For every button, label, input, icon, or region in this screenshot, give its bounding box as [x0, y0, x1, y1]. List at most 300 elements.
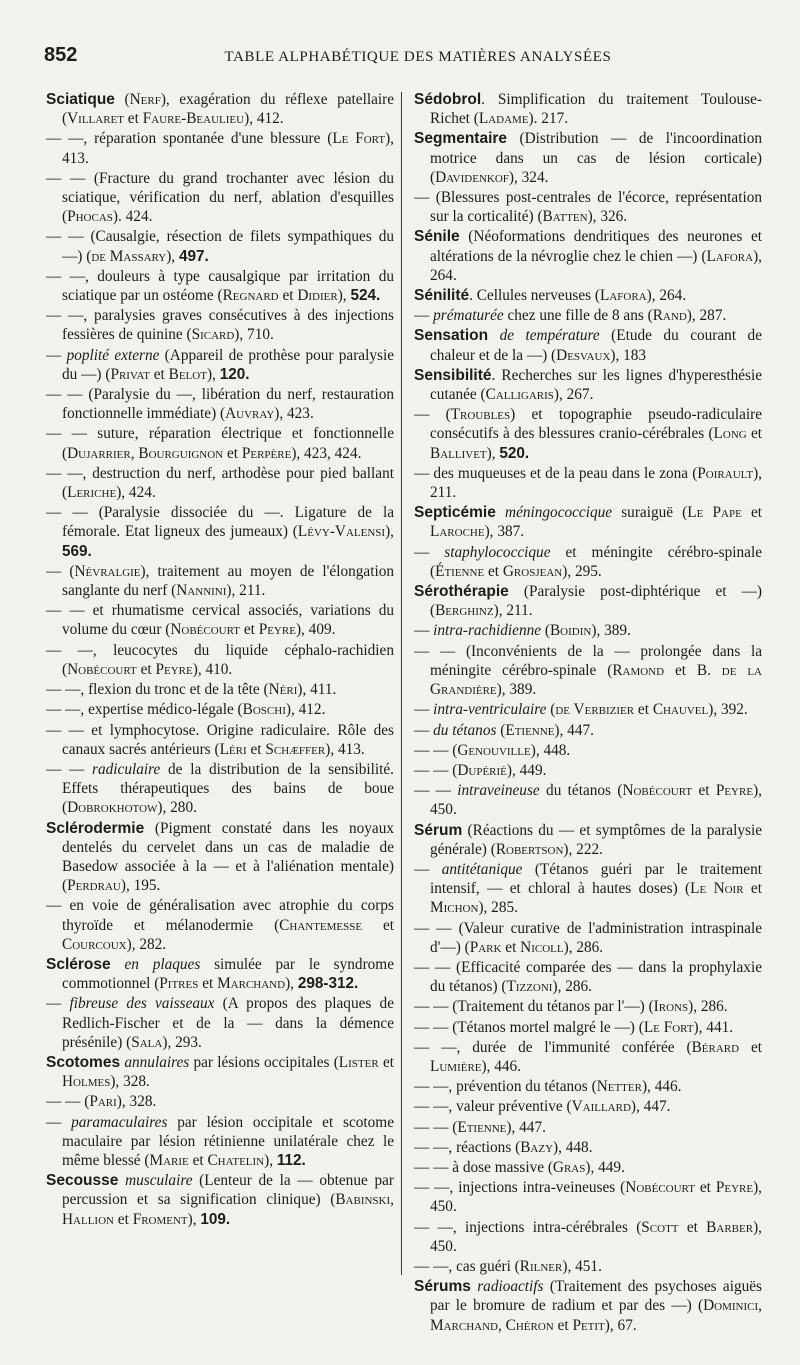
- entry-text: et: [240, 621, 259, 639]
- author-name: Vaillard: [571, 1098, 631, 1116]
- entry-text: et: [634, 701, 653, 719]
- index-entry: [46, 169, 394, 227]
- entry-text: ),: [285, 975, 298, 993]
- index-entry: [414, 1038, 762, 1076]
- entry-text: ),: [337, 287, 351, 305]
- entry-text: et: [743, 880, 762, 898]
- author-name: Chauvel: [652, 701, 709, 719]
- entry-text: — — (Causalgie, résection de filets sympathiques du —) (: [46, 228, 394, 265]
- author-name: Davidenkof: [435, 168, 509, 186]
- entry-text: ), 211.: [493, 602, 533, 620]
- author-name: Tizzoni: [506, 978, 553, 996]
- entry-text: (: [496, 721, 506, 739]
- entry-text: — —: [414, 782, 458, 800]
- entry-text: ), 389.: [496, 681, 537, 699]
- entry-headword: Sciatique: [46, 91, 115, 108]
- entry-text: — — (Valeur curative de l'administration intraspinale d'—) (: [414, 919, 762, 956]
- entry-text: ), 410.: [192, 660, 233, 678]
- index-entry: [414, 90, 762, 128]
- entry-qualifier: du tétanos: [433, 721, 497, 739]
- entry-text: ), 211.: [430, 464, 762, 502]
- author-name: de Massary: [91, 247, 167, 265]
- index-entry: [46, 424, 394, 462]
- entry-headword: Sénilité: [414, 287, 470, 305]
- author-name: Robertson: [495, 840, 564, 858]
- entry-text: et: [553, 1316, 573, 1334]
- index-entry: [414, 188, 762, 226]
- entry-text: (Lenteur de la — obtenue par percussion et sa signification clinique) (: [62, 1172, 394, 1209]
- author-name: Ballivet: [430, 444, 487, 462]
- index-entry: [414, 326, 762, 364]
- author-name: Genouville: [457, 741, 531, 759]
- entry-text: ), 267.: [553, 386, 594, 404]
- author-name: Belot: [168, 365, 207, 383]
- author-name: Froment: [132, 1210, 188, 1228]
- entry-text: ), 222.: [563, 840, 603, 858]
- entry-text: ), 280.: [157, 799, 197, 817]
- author-name: Troubles: [450, 406, 511, 424]
- index-entry: [414, 700, 762, 719]
- index-entry: [414, 286, 762, 305]
- entry-text: chez une fille de 8 ans (: [503, 307, 653, 325]
- author-name: Desvaux: [556, 346, 611, 364]
- entry-text: (Appareil de prothèse pour paralysie du —) (: [62, 346, 394, 383]
- entry-text: et: [188, 1151, 208, 1169]
- index-entry: [46, 994, 394, 1052]
- entry-text: et: [501, 938, 521, 956]
- entry-text: ), 423.: [274, 405, 314, 423]
- author-name: Michon: [430, 899, 479, 917]
- page-reference: 120.: [219, 365, 250, 383]
- entry-text: ,: [758, 1297, 762, 1315]
- index-entry: [46, 1171, 394, 1229]
- entry-text: — —, injections intra-cérébrales (: [414, 1218, 642, 1236]
- index-entry: [46, 464, 394, 502]
- entry-text: et: [678, 1218, 707, 1236]
- author-name: Irons: [653, 998, 689, 1016]
- index-entry: [46, 129, 394, 167]
- entry-text: — — (: [414, 761, 458, 779]
- entry-text: et: [692, 782, 716, 800]
- left-column: [46, 90, 394, 1230]
- index-entry: [414, 1018, 762, 1037]
- author-name: Regnard: [222, 287, 279, 305]
- page-reference: 569.: [62, 542, 92, 560]
- entry-text: ), 324.: [508, 168, 549, 186]
- author-name: Etienne: [457, 1118, 507, 1136]
- entry-text: (Distribution — de l'incoordination motrice dans un cas de lésion corticale) (: [430, 130, 762, 186]
- author-name: Lister: [338, 1053, 379, 1071]
- author-name: Marchand: [217, 975, 286, 993]
- entry-text: simulée par le syndrome commotionnel (: [62, 955, 394, 993]
- entry-text: et: [484, 562, 503, 580]
- author-name: Petit: [572, 1316, 605, 1334]
- entry-text: —: [414, 543, 445, 561]
- index-entry: [46, 700, 394, 719]
- author-name: Gras: [552, 1158, 586, 1176]
- author-name: Phocas: [67, 208, 113, 226]
- entry-text: — —, durée de l'immunité conférée (: [414, 1038, 692, 1056]
- author-name: de la Grandière: [430, 661, 763, 699]
- entry-text: — (: [414, 406, 451, 424]
- entry-text: — —, cas guéri (: [414, 1257, 520, 1275]
- entry-text: —: [414, 701, 434, 719]
- author-name: Villaret: [67, 110, 124, 128]
- entry-text: — —, douleurs à type causalgique par irritation du sciatique par un ostéome (: [46, 267, 394, 305]
- index-entry: [414, 503, 762, 541]
- entry-text: . Recherches sur les lignes d'hyperesthésie cutanée (: [430, 366, 762, 404]
- index-entry: [414, 543, 762, 581]
- entry-headword: Sédobrol: [414, 91, 482, 108]
- page-reference: 112.: [276, 1151, 306, 1169]
- entry-text: ), 424.: [116, 484, 156, 502]
- index-entry: [414, 306, 762, 325]
- entry-text: ), 449.: [585, 1158, 625, 1176]
- index-entry: [46, 819, 394, 896]
- index-entry: [414, 582, 762, 620]
- author-name: Lafora: [706, 247, 754, 265]
- entry-text: — —, expertise médico-légale (: [46, 701, 243, 719]
- author-name: Peyre: [258, 621, 296, 639]
- author-name: Lafora: [599, 287, 647, 305]
- entry-text: ), 450.: [430, 782, 762, 819]
- entry-text: —: [414, 721, 434, 739]
- entry-text: [488, 327, 499, 344]
- author-name: Privat: [110, 365, 150, 383]
- entry-text: ), 264.: [430, 247, 762, 284]
- index-entry: [414, 1178, 762, 1216]
- entry-text: et méningite cérébro-spinale (: [430, 543, 762, 580]
- entry-text: ), 412.: [244, 110, 284, 128]
- entry-text: et: [746, 425, 762, 443]
- entry-text: — — (Paralysie dissociée du —. Ligature de la fémorale. Etat ligneux des jumeaux) (: [46, 504, 394, 541]
- entry-text: ), 441.: [693, 1018, 734, 1036]
- entry-text: ), 446.: [641, 1078, 682, 1096]
- entry-qualifier: poplité externe: [66, 346, 160, 364]
- entry-text: et: [198, 975, 218, 993]
- author-name: Long: [713, 425, 747, 443]
- index-entry: [414, 761, 762, 780]
- author-name: Dupérié: [457, 761, 507, 779]
- author-name: Marie: [149, 1151, 189, 1169]
- entry-text: — — (Paralysie du —, libération du nerf, restauration fonctionnelle immédiate) (: [46, 386, 394, 423]
- entry-headword: Sérothérapie: [414, 583, 509, 601]
- index-entry: [414, 821, 762, 859]
- author-name: Nicoll: [520, 938, 564, 956]
- entry-text: ), 451.: [562, 1257, 602, 1275]
- entry-text: et: [741, 504, 762, 522]
- entry-text: — — à dose massive (: [414, 1158, 553, 1176]
- entry-text: ), 328.: [116, 1093, 157, 1111]
- entry-text: (Etude du courant de chaleur et de la —) (: [430, 327, 762, 364]
- entry-text: ), 447.: [554, 721, 594, 739]
- entry-qualifier: radioactifs: [477, 1278, 544, 1296]
- page-reference: 298-312.: [297, 975, 359, 993]
- entry-text: — —, valeur préventive (: [414, 1098, 572, 1116]
- entry-text: ), 409.: [295, 621, 336, 639]
- author-name: Grosjean: [502, 562, 563, 580]
- entry-text: — — (Fracture du grand trochanter avec lésion du sciatique, vérification du nerf, ablation d'esquilles (: [46, 169, 394, 226]
- author-name: Dobrokhotow: [67, 799, 158, 817]
- author-name: Poirault: [697, 464, 754, 482]
- index-entry: [46, 760, 394, 818]
- entry-text: ,: [390, 1191, 394, 1209]
- author-name: Pitres: [159, 975, 199, 993]
- index-entry: [46, 267, 394, 305]
- entry-headword: Scotomes: [46, 1053, 121, 1071]
- author-name: Etienne: [505, 721, 555, 739]
- index-entry: [414, 1077, 762, 1096]
- entry-text: ),: [206, 365, 220, 383]
- entry-text: ,: [498, 1316, 506, 1334]
- author-name: Auvray: [225, 405, 275, 423]
- entry-text: —: [414, 860, 442, 878]
- author-name: Park: [469, 938, 502, 956]
- index-entry: [414, 1158, 762, 1177]
- entry-text: —: [414, 307, 434, 325]
- entry-text: — — et rhumatisme cervical associés, variations du volume du cœur (: [46, 602, 394, 639]
- author-name: Boschi: [242, 701, 286, 719]
- entry-text: ,: [130, 444, 139, 462]
- entry-text: ), 286.: [563, 938, 604, 956]
- index-entry: [414, 366, 762, 404]
- page-reference: 497.: [178, 247, 209, 265]
- entry-text: (: [546, 701, 556, 719]
- entry-qualifier: musculaire: [125, 1172, 193, 1190]
- author-name: Babinski: [335, 1191, 391, 1209]
- entry-qualifier: antitétanique: [441, 860, 523, 878]
- index-entry: [414, 405, 762, 463]
- author-name: Ladame: [478, 110, 529, 128]
- author-name: Perpère: [241, 444, 292, 462]
- page-number: 852: [44, 44, 78, 66]
- entry-text: ), 328.: [110, 1073, 150, 1091]
- index-entry: [46, 346, 394, 384]
- entry-text: ), 286.: [552, 978, 592, 996]
- author-name: Netter: [596, 1078, 642, 1096]
- page-header: [44, 44, 752, 74]
- index-entry: [414, 741, 762, 760]
- entry-text: ), 450.: [430, 1218, 762, 1255]
- entry-text: — — (Tétanos mortel malgré le —) (: [414, 1018, 644, 1036]
- entry-text: — — (Efficacité comparée des — dans la prophylaxie du tétanos) (: [414, 958, 762, 996]
- entry-text: et: [123, 110, 143, 128]
- author-name: Chéron: [505, 1316, 554, 1334]
- entry-text: — (: [46, 562, 75, 580]
- entry-text: ), 413.: [325, 740, 365, 758]
- entry-text: de la distribution de la sensibilité. Effets thérapeutiques des bains de boue (: [62, 760, 394, 817]
- entry-headword: Sérum: [414, 821, 463, 839]
- entry-qualifier: paramaculaires: [71, 1113, 168, 1131]
- index-entry: [414, 919, 762, 957]
- entry-text: —: [414, 622, 434, 640]
- index-entry: [46, 896, 394, 954]
- index-entry: [414, 721, 762, 740]
- entry-text: — —, injections intra-veineuses (: [414, 1179, 626, 1197]
- entry-text: — —, destruction du nerf, arthodèse pour pied ballant (: [46, 464, 394, 502]
- author-name: Calligaris: [485, 386, 554, 404]
- entry-text: — (Blessures post-centrales de l'écorce, représentation sur la corticalité) (: [414, 189, 762, 226]
- entry-text: et: [149, 365, 169, 383]
- index-entry: [414, 860, 762, 918]
- index-entry: [46, 1113, 394, 1171]
- author-name: Courcoux: [62, 935, 127, 953]
- column-divider: [401, 92, 402, 1275]
- entry-text: ),: [264, 1151, 277, 1169]
- entry-text: ), 710.: [234, 326, 274, 344]
- entry-text: ), 293.: [162, 1033, 202, 1051]
- entry-text: ), 449.: [506, 761, 547, 779]
- entry-text: ), traitement au moyen de l'élongation sanglante du nerf (: [62, 562, 394, 600]
- index-entry: [414, 621, 762, 640]
- entry-text: ), 446.: [481, 1057, 522, 1075]
- entry-text: ), 448.: [530, 741, 571, 759]
- index-entry: [46, 227, 394, 265]
- entry-text: — —, flexion du tronc et de la tête (: [46, 681, 269, 699]
- author-name: Le Noir: [690, 880, 744, 898]
- author-name: Dominici: [703, 1297, 759, 1315]
- entry-text: ). 217.: [528, 110, 569, 128]
- entry-text: ), 447.: [506, 1118, 546, 1136]
- entry-headword: Sensibilité: [414, 366, 492, 384]
- author-name: Léri: [219, 740, 247, 758]
- entry-text: — — (: [46, 1093, 90, 1111]
- index-entry: [46, 1053, 394, 1091]
- index-entry: [46, 306, 394, 344]
- entry-text: — —, prévention du tétanos (: [414, 1078, 597, 1096]
- entry-text: et: [362, 916, 395, 934]
- index-entry: [414, 958, 762, 996]
- author-name: Le Fort: [643, 1018, 694, 1036]
- index-entry: [414, 642, 762, 700]
- index-entry: [414, 1118, 762, 1137]
- entry-text: suraiguë (: [612, 504, 688, 522]
- entry-text: — — suture, réparation électrique et fonctionnelle (: [46, 425, 394, 462]
- entry-text: ), 413.: [62, 130, 394, 167]
- entry-text: ), 285.: [478, 899, 518, 917]
- author-name: Pari: [89, 1093, 117, 1111]
- entry-text: et: [739, 1038, 762, 1056]
- author-name: Nannini: [176, 582, 227, 600]
- entry-qualifier: en plaques: [124, 955, 201, 973]
- index-entry: [46, 503, 394, 561]
- index-entry: [414, 1097, 762, 1116]
- entry-text: ), 195.: [120, 877, 161, 895]
- page-reference: 520.: [499, 444, 530, 462]
- entry-qualifier: staphylococcique: [444, 543, 551, 561]
- author-name: Leriche: [67, 484, 117, 502]
- entry-text: — en voie de généralisation avec atrophie du corps thyroïde et mélanodermie (: [46, 897, 394, 934]
- entry-text: — — (: [414, 1118, 458, 1136]
- entry-text: — — (: [414, 741, 458, 759]
- entry-text: — —, leucocytes du liquide céphalo-rachidien (: [46, 641, 394, 678]
- index-entry: [414, 1257, 762, 1276]
- entry-text: ), 412.: [285, 701, 326, 719]
- entry-text: ), 295.: [562, 562, 602, 580]
- author-name: Hallion: [62, 1210, 114, 1228]
- entry-text: ), 389.: [591, 622, 631, 640]
- entry-text: et: [378, 1053, 394, 1071]
- author-name: Nobécourt: [67, 660, 137, 678]
- author-name: Batten: [542, 208, 588, 226]
- entry-text: [496, 504, 505, 521]
- entry-text: —: [46, 346, 67, 364]
- entry-text: ), 448.: [553, 1138, 593, 1156]
- index-entry: [414, 1277, 762, 1335]
- entry-qualifier: intra-ventriculaire: [433, 701, 547, 719]
- entry-text: ) et topographie pseudo-radiculaire consécutifs à des blessures cranio-cérébrales (: [430, 406, 762, 443]
- entry-text: ),: [187, 1210, 201, 1228]
- author-name: Lévy-Valensi: [297, 523, 386, 541]
- entry-text: ), 450.: [430, 1179, 762, 1216]
- entry-text: (Pigment constaté dans les noyaux dentelés du cervelet dans un cas de maladie de Basedow associée à la — et à l'aliénation mentale) (: [62, 819, 394, 895]
- author-name: Schæffer: [265, 740, 326, 758]
- entry-text: [111, 956, 125, 973]
- entry-text: ), 211.: [226, 582, 266, 600]
- entry-text: — —, paralysies graves consécutives à des injections fessières de quinine (: [46, 307, 394, 344]
- entry-text: ), 286.: [688, 998, 728, 1016]
- entry-text: ), 447.: [630, 1098, 671, 1116]
- entry-text: et: [113, 1210, 133, 1228]
- index-entry: [46, 562, 394, 600]
- entry-text: et B.: [664, 661, 722, 679]
- entry-text: et: [223, 444, 242, 462]
- index-entry: [414, 464, 762, 502]
- index-entry: [414, 997, 762, 1016]
- entry-text: ),: [166, 247, 179, 265]
- index-entry: [46, 1092, 394, 1111]
- index-entry: [46, 680, 394, 699]
- entry-headword: Sénile: [414, 228, 460, 246]
- author-name: Étienne: [435, 562, 485, 580]
- entry-text: ), 411.: [297, 681, 337, 699]
- entry-text: (Paralysie post-diphtérique et —) (: [430, 583, 762, 620]
- page-reference: 524.: [350, 287, 381, 305]
- entry-text: — —: [46, 760, 93, 778]
- index-entry: [46, 601, 394, 639]
- index-entry: [46, 721, 394, 759]
- entry-text: du tétanos (: [539, 782, 623, 800]
- entry-headword: Sclérose: [46, 955, 111, 973]
- entry-headword: Sclérodermie: [46, 819, 145, 837]
- index-entry: [414, 227, 762, 285]
- entry-text: ), 183: [610, 346, 647, 364]
- index-entry: [46, 641, 394, 679]
- running-title: TABLE ALPHABÉTIQUE DES MATIÈRES ANALYSÉES: [224, 49, 612, 65]
- entry-text: ), 287.: [686, 307, 727, 325]
- entry-qualifier: radiculaire: [92, 760, 161, 778]
- entry-text: (Tétanos guéri par le traitement intensif, — et chloral à hautes doses) (: [430, 860, 762, 898]
- entry-text: (: [114, 91, 130, 108]
- author-name: Laroche: [430, 523, 485, 541]
- author-name: Bazy: [520, 1138, 554, 1156]
- author-name: Rilner: [519, 1257, 563, 1275]
- entry-text: ), 326.: [587, 208, 628, 226]
- entry-qualifier: intra-rachidienne: [433, 622, 542, 640]
- author-name: Nerf: [129, 91, 161, 108]
- author-name: Néri: [268, 681, 298, 699]
- author-name: Nobécourt: [622, 782, 693, 800]
- author-name: Marchand: [430, 1316, 498, 1334]
- index-entry: [46, 90, 394, 128]
- entry-text: (Réactions du — et symptômes de la paralysie générale) (: [430, 821, 762, 858]
- index-entry: [414, 1218, 762, 1256]
- entry-text: —: [46, 995, 70, 1013]
- entry-qualifier: intraveineuse: [457, 782, 540, 800]
- author-name: Chatelin: [207, 1151, 265, 1169]
- entry-text: par lésion occipitale et scotome maculaire par lésion rétinienne unilatérale chez le même blessé (: [62, 1113, 394, 1169]
- author-name: Perdrau: [67, 877, 121, 895]
